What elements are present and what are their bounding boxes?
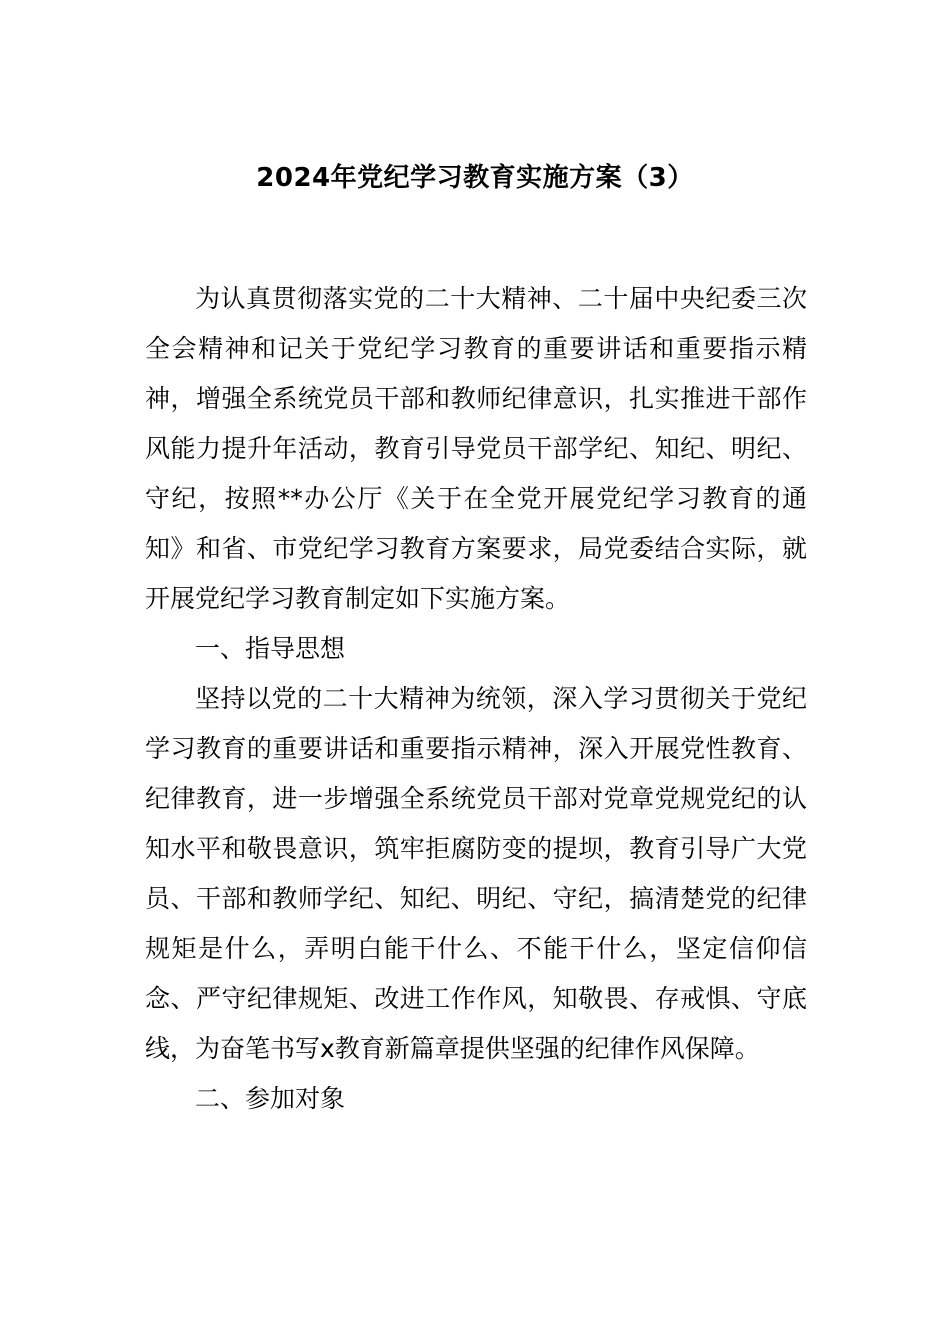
- document-body: [145, 274, 807, 1124]
- section-heading-guiding-ideology: 一、指导思想: [195, 634, 346, 663]
- section-heading-participants: 二、参加对象: [195, 1084, 346, 1113]
- document-title: 2024年党纪学习教育实施方案（3）: [256, 163, 694, 193]
- intro-paragraph: 为认真贯彻落实党的二十大精神、二十届中央纪委三次全会精神和记关于党纪学习教育的重要讲话和重要指示精神，增强全系统党员干部和教师纪律意识，扎实推进干部作风能力提升年活动，教育引导党员干部学纪、知纪、明纪、守纪，按照**办公厅《关于在全党开展党纪学习教育的通知》和省、市党纪学习教育方案要求，局党委结合实际，就开展党纪学习教育制定如下实施方案。: [145, 284, 807, 613]
- guiding-ideology-paragraph: 坚持以党的二十大精神为统领，深入学习贯彻关于党纪学习教育的重要讲话和重要指示精神，深入开展党性教育、纪律教育，进一步增强全系统党员干部对党章党规党纪的认知水平和敬畏意识，筑牢拒腐防变的提坝，教育引导广大党员、干部和教师学纪、知纪、明纪、守纪，搞清楚党的纪律规矩是什么，弄明白能干什么、不能干什么，坚定信仰信念、严守纪律规矩、改进工作作风，知敬畏、存戒惧、守底线，为奋笔书写x教育新篇章提供坚强的纪律作风保障。: [145, 684, 807, 1063]
